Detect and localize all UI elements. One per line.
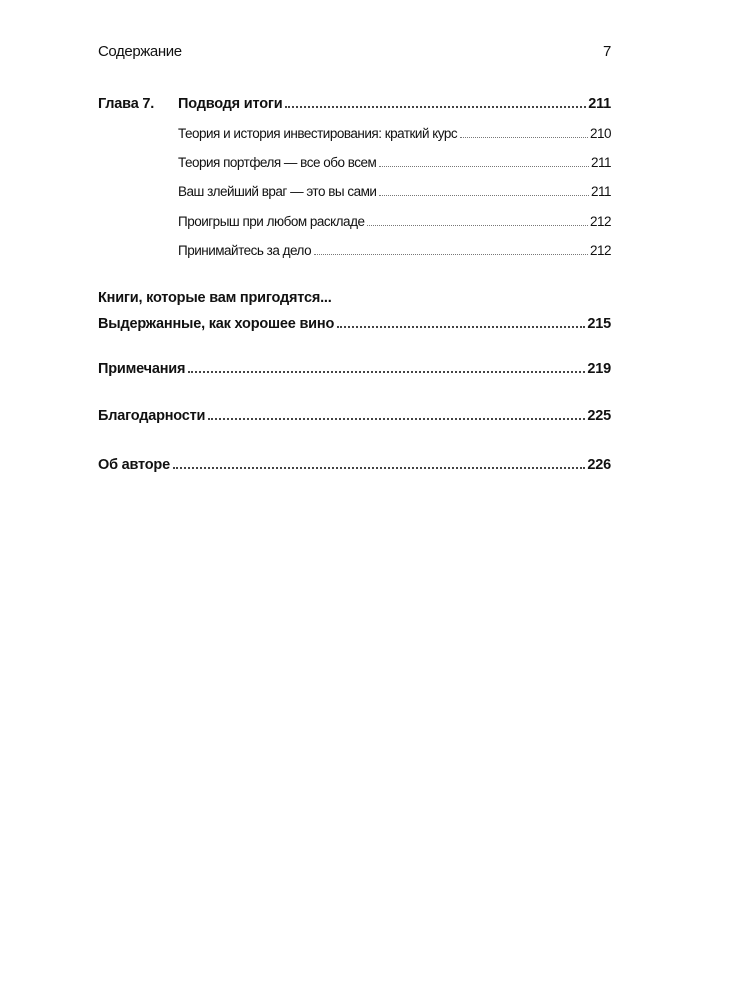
toc-entry-title: Проигрыш при любом раскладе: [178, 214, 365, 229]
toc-entry-title: Теория портфеля — все обо всем: [178, 155, 377, 170]
toc-entry[interactable]: [178, 155, 611, 170]
toc-entry-page: 211: [590, 184, 611, 199]
toc-entry-title: Принимайтесь за дело: [178, 243, 312, 258]
dot-leader: [173, 466, 585, 469]
toc-entry-page: 215: [587, 316, 611, 332]
toc-section-title-line1: Книги, которые вам пригодятся...: [98, 290, 332, 306]
toc-section-entry[interactable]: [98, 361, 611, 377]
dot-leader: [208, 417, 585, 420]
toc-entry-page: 225: [587, 408, 611, 424]
dot-leader: [337, 325, 585, 328]
toc-entry-page: 212: [589, 243, 611, 258]
dot-leader: [379, 194, 589, 196]
toc-entry-title: Теория и история инвестирования: краткий курс: [178, 126, 458, 141]
toc-entry-page: 226: [587, 457, 611, 473]
toc-entry-title: Примечания: [98, 361, 186, 377]
dot-leader: [285, 105, 586, 108]
toc-entry-title: Ваш злейший враг — это вы сами: [178, 184, 377, 199]
dot-leader: [314, 253, 588, 255]
toc-chapter-entry[interactable]: [178, 96, 611, 112]
toc-section-entry[interactable]: [98, 408, 611, 424]
dot-leader: [188, 370, 585, 373]
toc-entry-page: 211: [590, 155, 611, 170]
running-header-title: Содержание: [98, 43, 182, 60]
toc-section-entry[interactable]: [98, 457, 611, 473]
toc-entry[interactable]: [178, 184, 611, 199]
toc-entry-title: Благодарности: [98, 408, 206, 424]
toc-entry[interactable]: [178, 243, 611, 258]
dot-leader: [460, 136, 588, 138]
page-number: 7: [603, 43, 611, 60]
toc-entry-page: 210: [589, 126, 611, 141]
toc-entry-title: Выдержанные, как хорошее вино: [98, 316, 335, 332]
toc-entry-page: 211: [588, 96, 611, 112]
toc-entry[interactable]: [178, 214, 611, 229]
toc-entry[interactable]: [178, 126, 611, 141]
toc-entry-title: Об авторе: [98, 457, 170, 473]
toc-entry-title: Подводя итоги: [178, 96, 283, 112]
toc-entry-page: 219: [587, 361, 611, 377]
toc-entry-page: 212: [589, 214, 611, 229]
dot-leader: [367, 224, 588, 226]
chapter-label: Глава 7.: [98, 96, 155, 112]
dot-leader: [379, 165, 589, 167]
toc-section-entry[interactable]: [98, 316, 611, 332]
